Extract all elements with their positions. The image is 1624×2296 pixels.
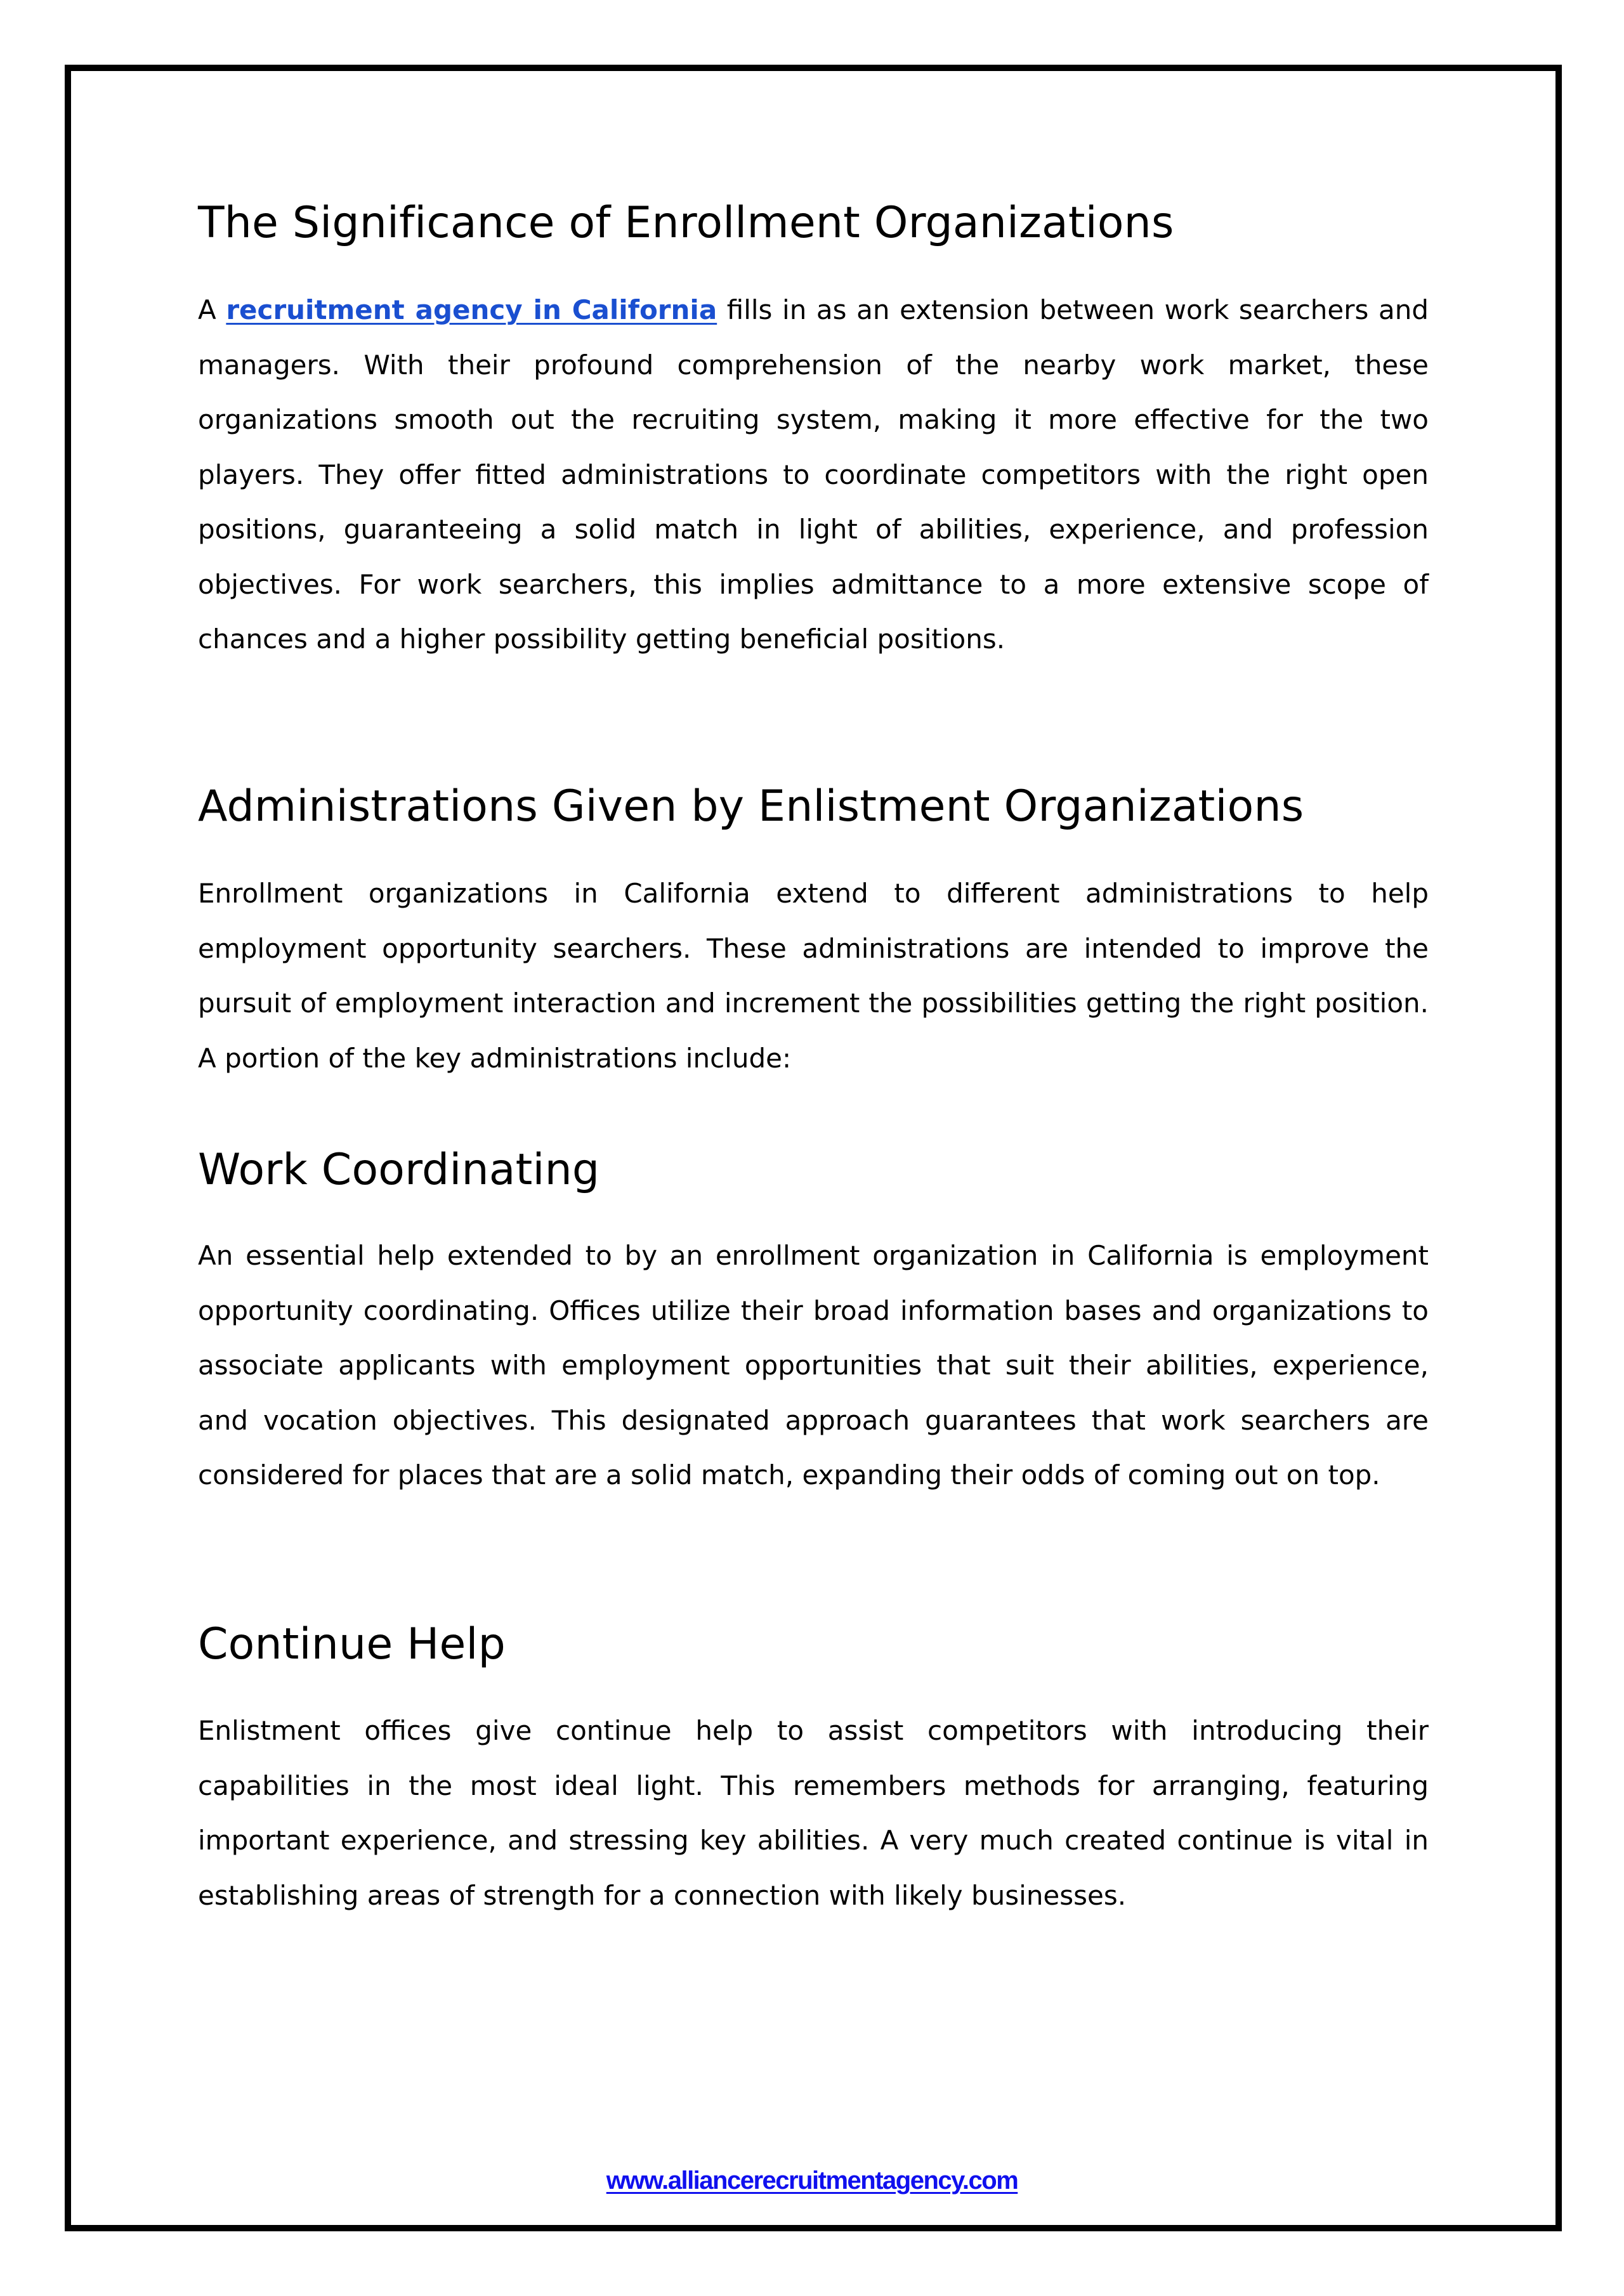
footer-website-link[interactable]: www.alliancerecruitmentagency.com bbox=[606, 2167, 1018, 2195]
section-heading-work-coordinating: Work Coordinating bbox=[198, 1145, 600, 1195]
paragraph-suffix: fills in as an extension between work searchers and managers. With their profound comprehension of the nearby work market, these organizations smooth out the recruiting system, making it more effective for the two players. They offer fitted administrations to coordinate competitors with the right open positions, guaranteeing a solid match in light of abilities, experience, and profession objectives. For work searchers, this implies admittance to a more extensive scope of chances and a higher possibility getting beneficial positions. bbox=[198, 294, 1429, 655]
section-heading-administrations: Administrations Given by Enlistment Organizations bbox=[198, 781, 1304, 832]
section-paragraph-continue-help: Enlistment offices give continue help to assist competitors with introducing their capabilities in the most ideal light. This remembers methods for arranging, featuring important experience, and stressing key abilities. A very much created continue is vital in establishing areas of strength for a connection with likely businesses. bbox=[198, 1715, 1429, 1911]
section-heading-significance: The Significance of Enrollment Organizations bbox=[198, 198, 1174, 248]
recruitment-agency-california-link[interactable]: recruitment agency in California bbox=[226, 294, 717, 325]
section-paragraph-significance bbox=[198, 283, 1429, 667]
section-paragraph-work-coordinating: An essential help extended to by an enrollment organization in California is employment opportunity coordinating. Offices utilize their broad information bases and organizations to associate applicants with employment opportunities that suit their abilities, experience, and vocation objectives. This designated approach guarantees that work searchers are considered for places that are a solid match, expanding their odds of coming out on top. bbox=[198, 1240, 1429, 1490]
footer bbox=[0, 2165, 1624, 2196]
section-paragraph-administrations: Enrollment organizations in California extend to different administrations to help employment opportunity searchers. These administrations are intended to improve the pursuit of employment interaction and increment the possibilities getting the right position. A portion of the key administrations include: bbox=[198, 878, 1429, 1074]
paragraph-prefix: A bbox=[198, 294, 226, 325]
section-heading-continue-help: Continue Help bbox=[198, 1619, 506, 1669]
